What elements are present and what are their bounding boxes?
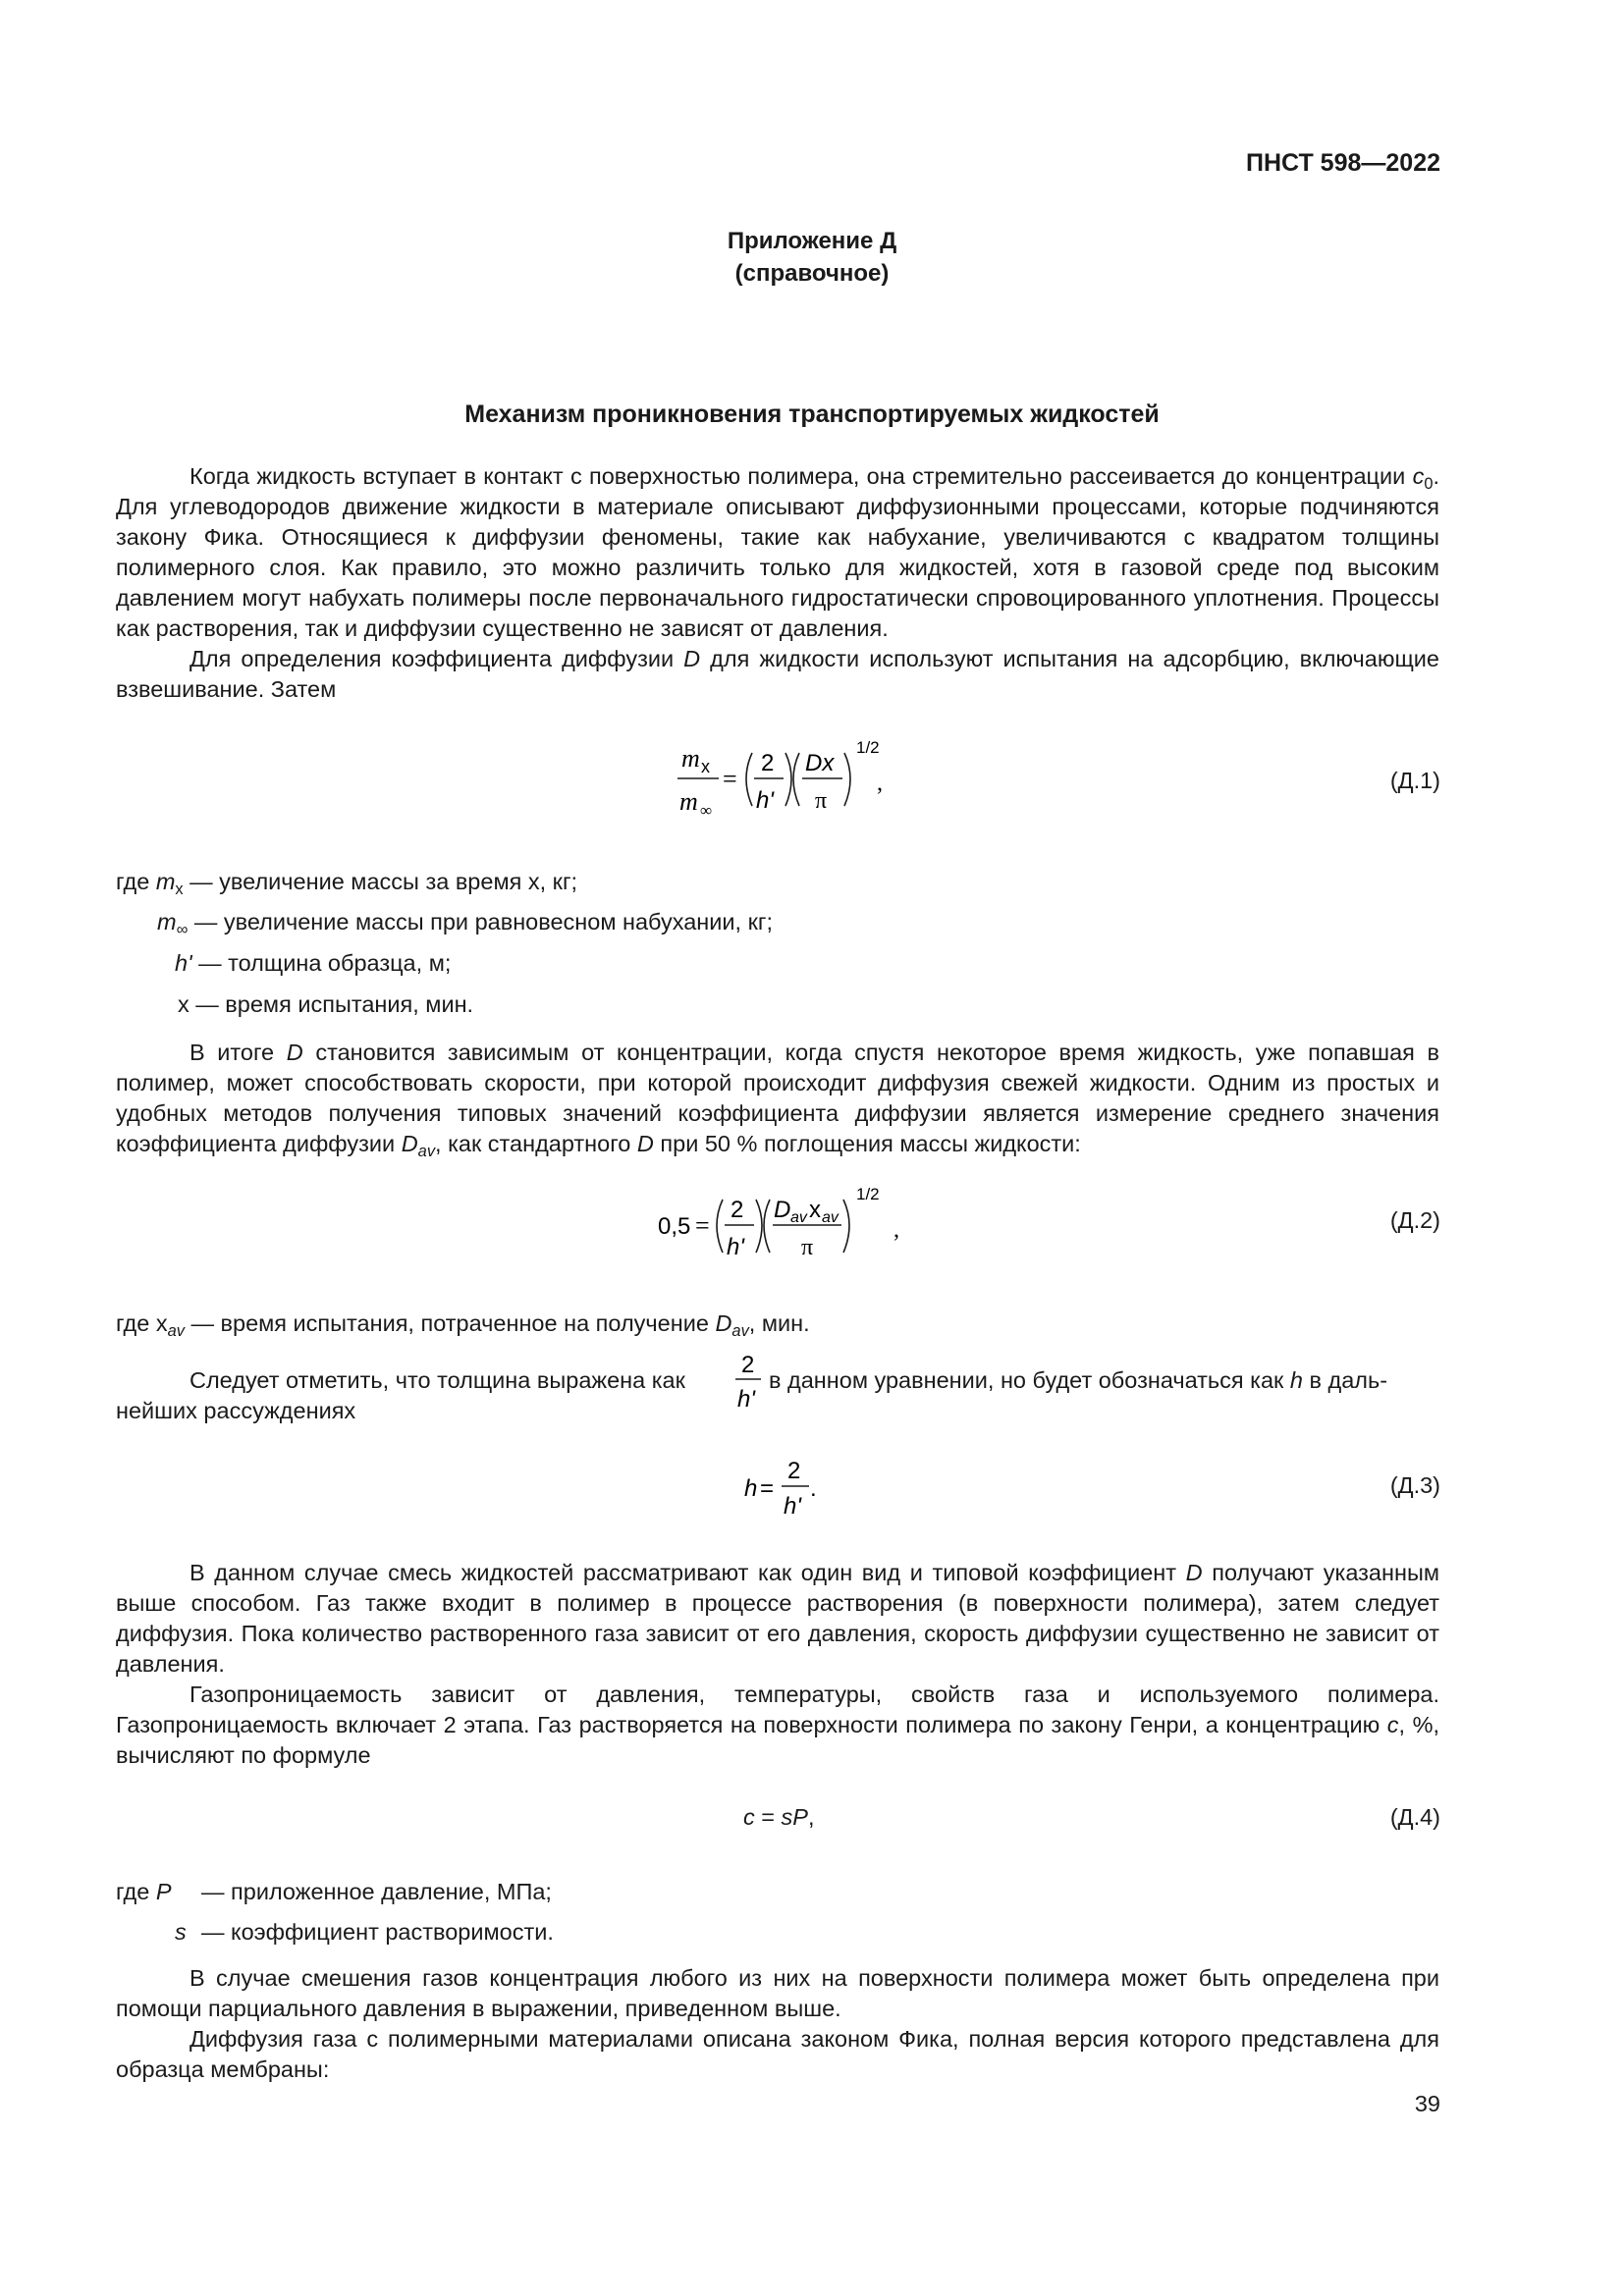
paragraph-fick: Диффузия газа с полимерными материалами описана законом Фика, полная версия которого представлена для образца мембраны: (116, 2026, 1439, 2082)
text: — увеличение массы за время x, кг; (183, 869, 578, 894)
eq2-f2-num-d-sub: av (790, 1209, 807, 1226)
text: в данном уравнении, но будет обозначаться как (769, 1367, 1290, 1393)
var-d: D (286, 1040, 303, 1065)
text: для жидкости используют испытания на адсорбцию, включающие взвешивание. Затем (116, 646, 1439, 702)
subscript: ∞ (176, 921, 189, 938)
symbol: x (178, 991, 189, 1017)
paragraph-thickness-line2: нейших рассуждениях (116, 1398, 356, 1423)
var-c: c (1412, 463, 1425, 489)
eq2-f2-den: π (801, 1235, 814, 1260)
eq1-lhs-den-sub: ∞ (700, 801, 713, 820)
symbol: P (155, 1879, 172, 1904)
text: в даль- (1302, 1367, 1388, 1393)
paragraph-intro (116, 461, 1439, 644)
symbol: m (157, 909, 177, 934)
var-d: D (401, 1131, 418, 1156)
text: — толщина образца, м; (191, 950, 452, 976)
text: где (116, 869, 156, 894)
text: В данном случае смесь жидкостей рассматривают как один вид и типовой коэффициент (189, 1560, 1186, 1585)
definition-x (178, 991, 473, 1018)
text: при 50 % поглощения массы жидкости: (653, 1131, 1081, 1156)
eq1-lhs-num-sub: x (701, 757, 710, 776)
definition-p (116, 1879, 172, 1905)
eq2-f1-den: h' (727, 1234, 744, 1260)
definition-m-inf (157, 909, 773, 938)
paragraph-diffusion-coefficient (116, 644, 1439, 705)
eq2-f1-num: 2 (731, 1197, 744, 1223)
equation-d2 (648, 1178, 923, 1276)
text: Когда жидкость вступает в контакт с поверхностью полимера, она стремительно рассеивается до концентрации (189, 463, 1413, 489)
eq3-lhs: h (744, 1475, 758, 1502)
text: Газопроницаемость зависит от давления, температуры, свойств газа и используемого полимера. Газопроницаемость включает 2 этапа. Газ растворяется на поверхности полимера по закону Генри, а концентрацию (116, 1682, 1439, 1737)
eq1-tail: , (877, 771, 883, 796)
text: получают указанным выше способом. Газ также входит в полимер в процессе растворения (в поверхности полимера), затем следует диффузия. Пока количество растворенного газа зависит от его давления, скорость диффузии существенно не зависит от давления. (116, 1560, 1439, 1677)
equation-number-d3: (Д.3) (1389, 1472, 1440, 1498)
text: , как стандартного (435, 1131, 637, 1156)
text: — время испытания, мин. (189, 991, 474, 1017)
text: — увеличение массы при равновесном набухании, кг; (188, 909, 773, 934)
var-d: D (636, 1131, 654, 1156)
definition-s-text: — коэффициент растворимости. (201, 1919, 554, 1945)
text: , %, вычисляют по формуле (116, 1712, 1439, 1768)
eq3-tail: . (810, 1475, 817, 1502)
equation-d4 (743, 1804, 815, 1831)
definition-xav (116, 1310, 810, 1340)
text: . Для углеводородов движение жидкости в материале описывают диффузионными процессами, которые подчиняются закону Фика. Относящиеся к диффузии феномены, такие как набухание, увеличиваются с квадратом толщины полимерного слоя. Как правило, это можно различить только для жидкостей, хотя в газовой среде под высоким давлением могут набухать полимеры после первоначального гидростатически спровоцированного уплотнения. Процессы как растворения, так и диффузии существенно не зависят от давления. (116, 463, 1439, 641)
eq1-equals: = (723, 765, 737, 793)
var-h: h (1289, 1367, 1303, 1393)
text: Для определения коэффициента диффузии (189, 646, 684, 671)
inline-frac-den: h' (737, 1386, 755, 1413)
eq2-lhs: 0,5 (658, 1213, 691, 1240)
eq3-equals: = (760, 1475, 775, 1502)
text: В итоге (189, 1040, 287, 1065)
inline-fraction (732, 1345, 764, 1414)
appendix-subtitle: (справочное) (734, 260, 890, 287)
paragraph-mixture (116, 1558, 1439, 1680)
definition-p-text: — приложенное давление, МПа; (201, 1879, 552, 1904)
eq1-lhs-num: m (681, 744, 700, 773)
section-title: Механизм проникновения транспортируемых жидкостей (464, 400, 1160, 428)
var-p: P (792, 1804, 808, 1830)
symbol: m (155, 869, 176, 894)
text: — время испытания, потраченное на получение (184, 1310, 716, 1336)
subscript: 0 (1424, 475, 1434, 493)
page-number: 39 (1414, 2091, 1440, 2116)
document-number: ПНСТ 598—2022 (1246, 149, 1440, 177)
eq2-f2-num-x-sub: av (822, 1209, 839, 1226)
definition-s (175, 1919, 187, 1946)
text: , мин. (748, 1310, 810, 1336)
eq1-f1-num: 2 (761, 750, 775, 776)
var-d: D (1185, 1560, 1203, 1585)
text: приложенное давление, МПа; (231, 1879, 552, 1904)
eq1-f2-num: Dx (805, 750, 835, 776)
text: , (807, 1804, 815, 1830)
paragraph-thickness-line1-b (769, 1367, 1387, 1394)
subscript: av (167, 1322, 185, 1340)
eq2-f2-num-d: D (774, 1197, 791, 1223)
eq1-f1-den: h' (756, 787, 774, 814)
text: коэффициент растворимости. (231, 1919, 554, 1945)
subscript: av (417, 1143, 436, 1160)
eq3-num: 2 (787, 1458, 801, 1484)
paragraph-gas-mixture: В случае смешения газов концентрация любого из них на поверхности полимера может быть определена при помощи парциального давления в выражении, приведенном выше. (116, 1965, 1439, 2021)
var-s: s (781, 1804, 793, 1830)
equation-number-d2: (Д.2) (1389, 1207, 1440, 1233)
definition-mx (116, 869, 578, 898)
symbol: s (175, 1919, 187, 1945)
inline-frac-num: 2 (741, 1352, 755, 1378)
var-d: D (683, 646, 701, 671)
paragraph-concentration (116, 1038, 1439, 1159)
text: где x (116, 1310, 168, 1336)
eq3-den: h' (784, 1493, 801, 1520)
eq1-f2-den: π (815, 788, 828, 814)
equation-number-d1: (Д.1) (1389, 768, 1440, 793)
var-d: D (715, 1310, 732, 1336)
equals: = (754, 1804, 782, 1830)
definition-h (175, 950, 451, 977)
symbol: h' (175, 950, 192, 976)
eq2-tail: , (893, 1217, 899, 1243)
var-c: c (1386, 1712, 1399, 1737)
paragraph-gas-permeability (116, 1680, 1439, 1771)
equation-d1 (668, 731, 903, 829)
eq2-f2-num-x: x (809, 1197, 821, 1223)
eq2-exponent: 1/2 (856, 1185, 880, 1203)
text: где (116, 1879, 156, 1904)
text: становится зависимым от концентрации, когда спустя некоторое время жидкость, уже попавшая в полимер, может способствовать скорости, при которой происходит диффузия свежей жидкости. Одним из простых и удобных методов получения типовых значений коэффициента диффузии является измерение среднего значения коэффициента диффузии (116, 1040, 1439, 1156)
equation-number-d4: (Д.4) (1389, 1804, 1440, 1830)
subscript: av (731, 1322, 749, 1340)
eq1-exponent: 1/2 (856, 738, 880, 757)
eq2-equals: = (695, 1211, 710, 1240)
appendix-title: Приложение Д (727, 228, 897, 254)
eq1-lhs-den: m (679, 787, 698, 816)
var-c: c (743, 1804, 755, 1830)
subscript: x (175, 881, 184, 898)
equation-d3 (738, 1451, 827, 1529)
paragraph-thickness-line1-a: Следует отметить, что толщина выражена как (189, 1367, 685, 1393)
